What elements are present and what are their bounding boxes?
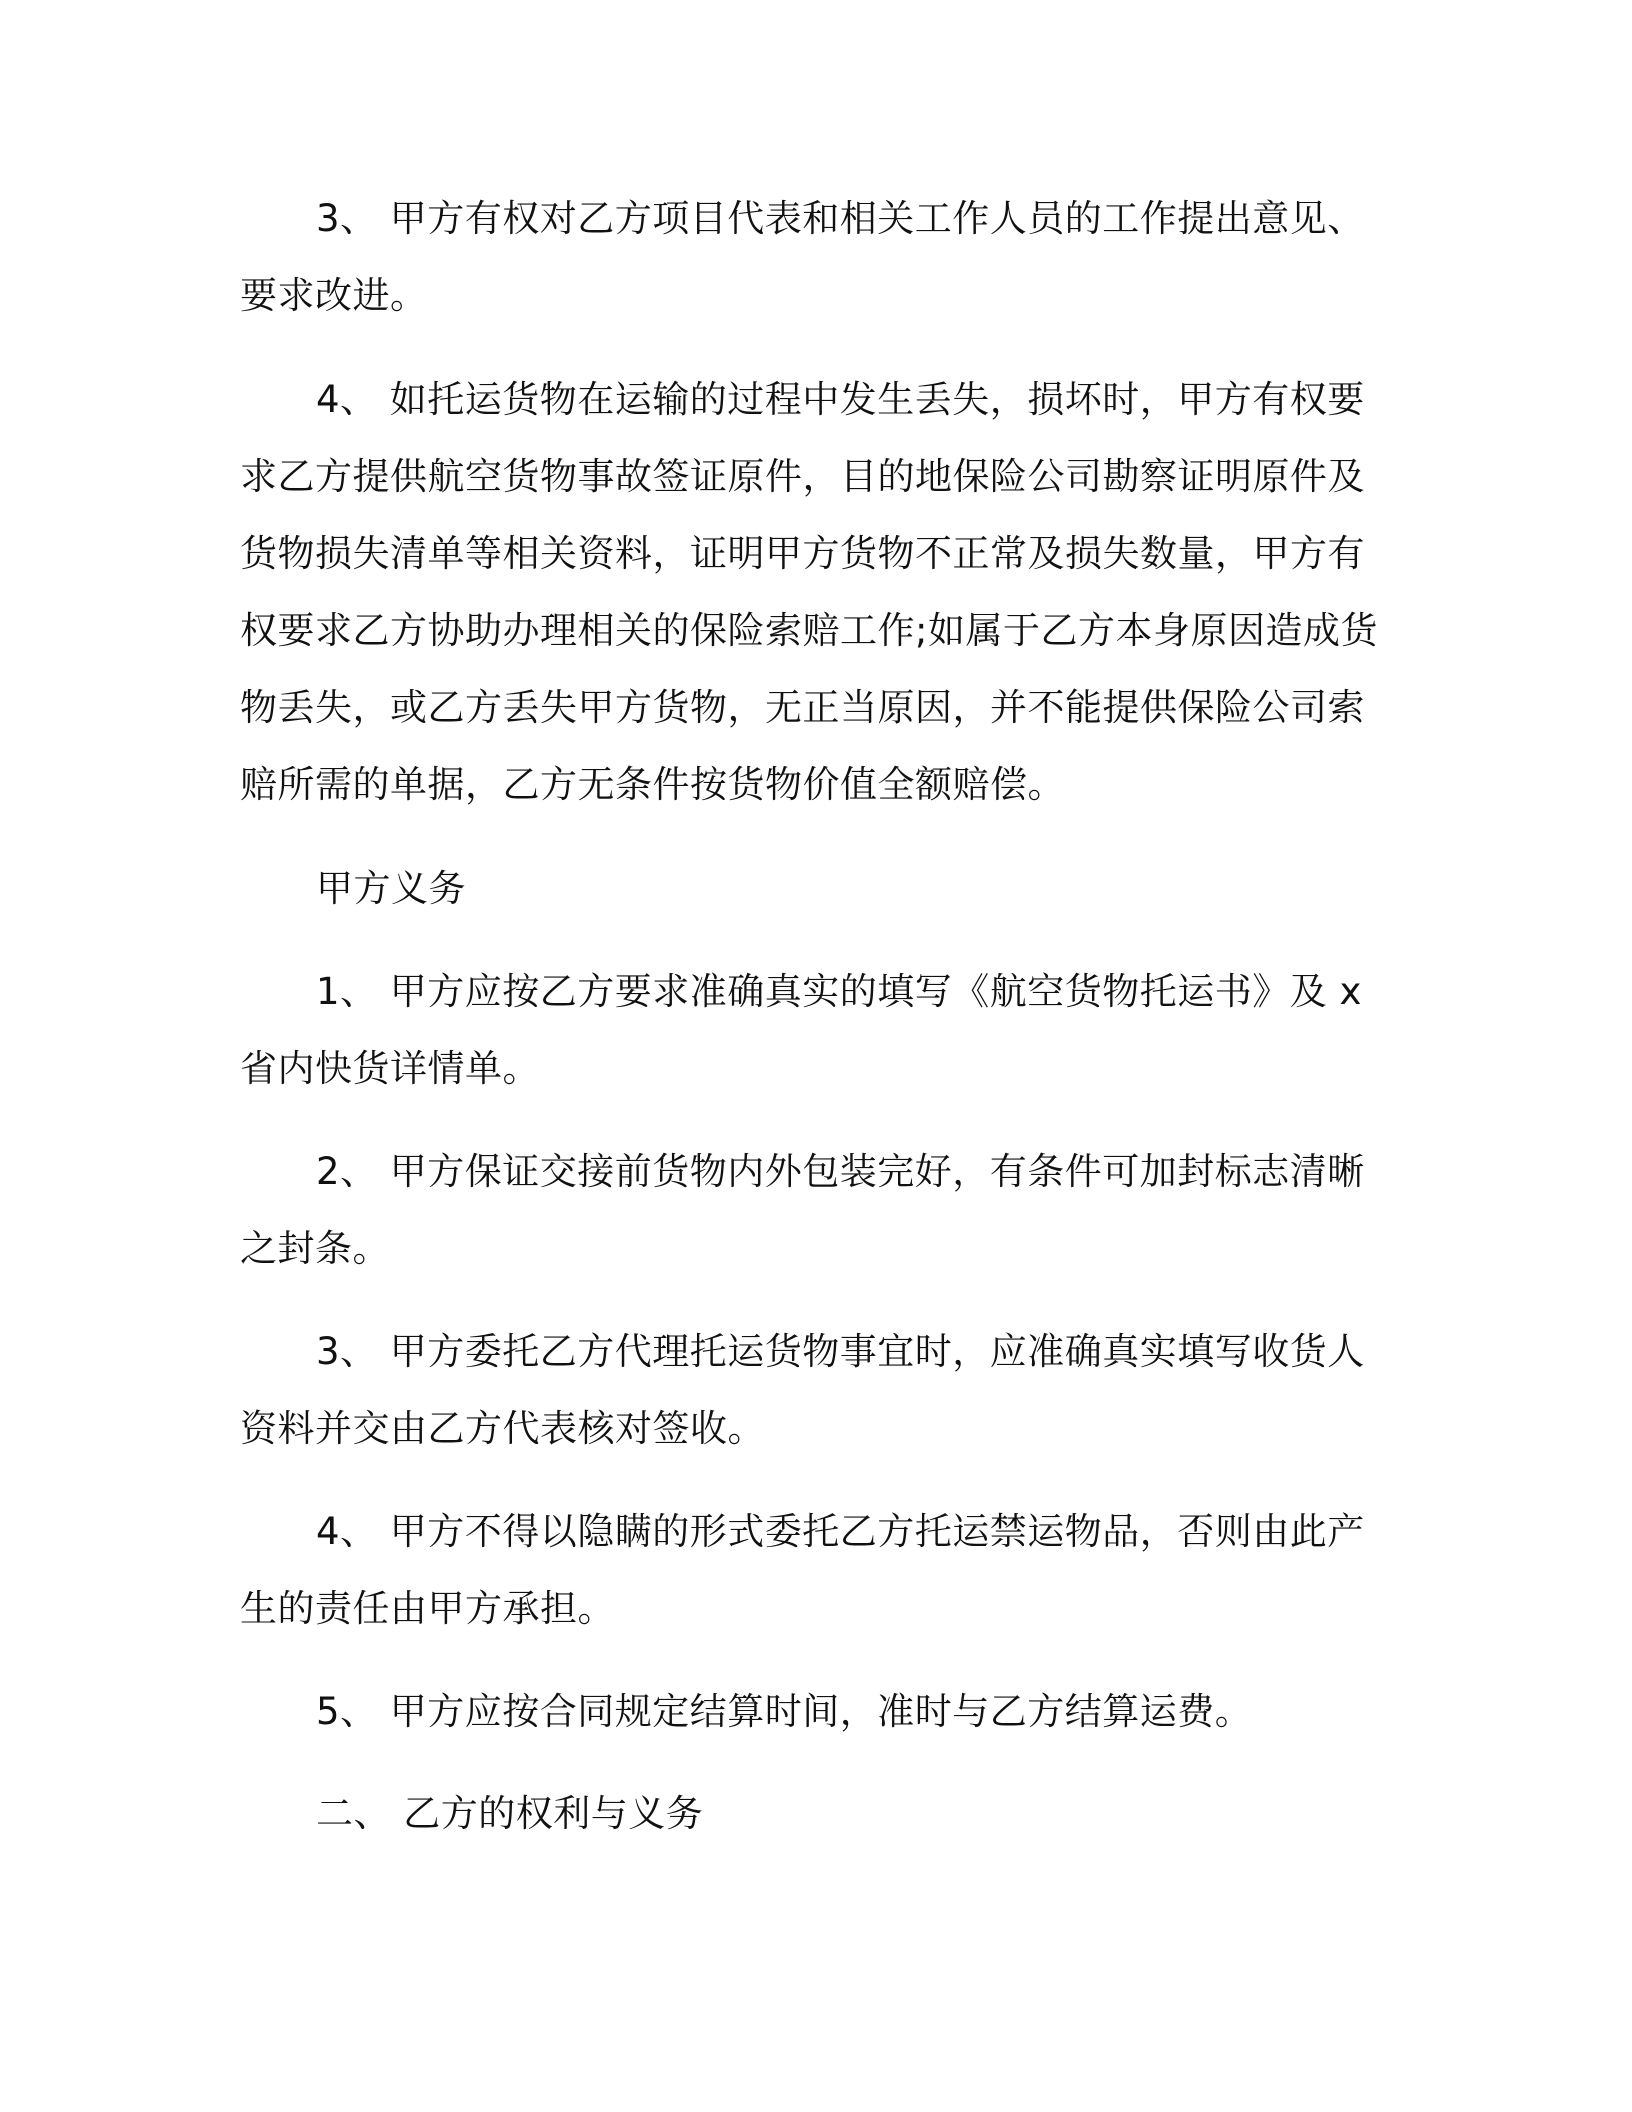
- section-heading-party-a-obligations: 甲方义务: [316, 867, 466, 910]
- paragraph-party-a-right-3: 3、 甲方有权对乙方项目代表和相关工作人员的工作提出意见、要求改进。: [240, 197, 1365, 317]
- paragraph-party-a-obligation-1: 1、 甲方应按乙方要求准确真实的填写《航空货物托运书》及 x 省内快货详情单。: [240, 970, 1362, 1090]
- paragraph-party-a-right-4: 4、 如托运货物在运输的过程中发生丢失，损坏时，甲方有权要求乙方提供航空货物事故签证原件，目的地保险公司勘察证明原件及货物损失清单等相关资料，证明甲方货物不正常及损失数量，甲方有权要求乙方协助办理相关的保险索赔工作;如属于乙方本身原因造成货物丢失，或乙方丢失甲方货物，无正当原因，并不能提供保险公司索赔所需的单据，乙方无条件按货物价值全额赔偿。: [240, 378, 1378, 806]
- paragraph-party-a-obligation-2: 2、 甲方保证交接前货物内外包装完好，有条件可加封标志清晰之封条。: [240, 1150, 1365, 1270]
- section-heading-party-b-rights-obligations: 二、 乙方的权利与义务: [316, 1792, 704, 1835]
- paragraph-party-a-obligation-4: 4、 甲方不得以隐瞒的形式委托乙方托运禁运物品，否则由此产生的责任由甲方承担。: [240, 1510, 1365, 1630]
- paragraph-party-a-obligation-3: 3、 甲方委托乙方代理托运货物事宜时，应准确真实填写收货人资料并交由乙方代表核对签收。: [240, 1330, 1365, 1450]
- paragraph-party-a-obligation-5: 5、 甲方应按合同规定结算时间，准时与乙方结算运费。: [316, 1690, 1253, 1733]
